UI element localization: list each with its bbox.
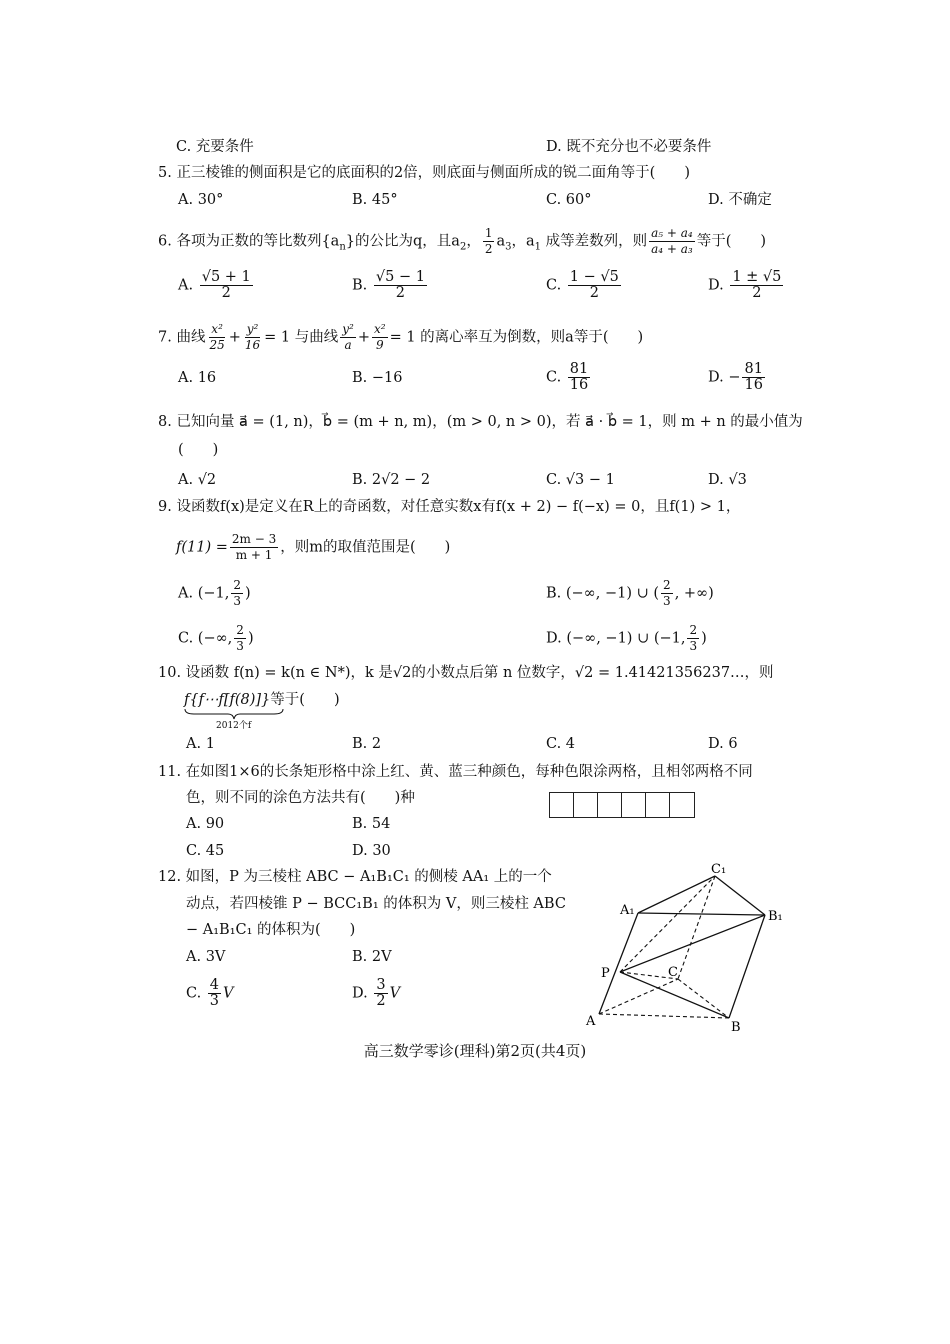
edge-ab [599, 1014, 729, 1018]
grid-cell [598, 793, 622, 817]
q12-option-d: D. $\frac{3}{2}$ V [352, 977, 401, 1009]
q10-option-a: A. 1 [186, 736, 215, 752]
label-p: P [601, 966, 610, 981]
q5-option-a: A. 30° [178, 192, 224, 208]
q12-option-b: B. 2V [352, 949, 392, 965]
q11-option-d: D. 30 [352, 843, 391, 859]
q12-option-a: A. 3V [186, 949, 226, 965]
q8-option-d: D. √3 [708, 472, 747, 488]
edge-b1b [729, 915, 765, 1018]
q10-expression: f{f⋯f[f(8)]}等于( ) [184, 692, 340, 708]
q10-brace-label: 2012个f [216, 721, 252, 731]
q7-stem: 7. 曲线 $\frac{\text{x²}}{25}$ + $\frac{\text{y²}}{16}$ = 1 与曲线 $\frac{\text{y²}}{a}$ + $\frac{\text{x²}}{9}$ = 1 的离心率互为倒数，则a等于( ) [158, 322, 644, 352]
grid-cell [670, 793, 694, 817]
label-a1: A₁ [620, 903, 635, 918]
q10-option-b: B. 2 [352, 736, 382, 752]
q12-prism-figure [580, 862, 790, 1042]
page-footer: 高三数学零诊(理科)第2页(共4页) [363, 1042, 587, 1060]
grid-cell [646, 793, 670, 817]
q8-option-b: B. 2√2 − 2 [352, 472, 431, 488]
q12-stem-1: 12. 如图，P 为三棱柱 ABC − A₁B₁C₁ 的侧棱 AA₁ 上的一个 [158, 869, 552, 885]
q9-option-b: B. (−∞, −1) ∪ ( $\frac{2}{3}$ , +∞) [546, 578, 714, 608]
q12-stem-2: 动点，若四棱锥 P − BCC₁B₁ 的体积为 V，则三棱柱 ABC [186, 896, 566, 912]
q7-option-b: B. −16 [352, 370, 403, 386]
q11-option-c: C. 45 [186, 843, 225, 859]
q9-option-d: D. (−∞, −1) ∪ (−1, $\frac{2}{3}$ ) [546, 623, 707, 653]
q5-option-b: B. 45° [352, 192, 398, 208]
q11-option-b: B. 54 [352, 816, 391, 832]
q9-option-a: A. (−1, $\frac{2}{3}$ ) [178, 578, 251, 608]
q12-option-c: C. $\frac{4}{3}$ V [186, 977, 234, 1009]
q5-option-d: D. 不确定 [708, 192, 772, 208]
q7-option-d: D. − $\frac{81}{16}$ [708, 361, 763, 393]
label-c: C [668, 965, 678, 980]
q11-strip-grid [549, 792, 695, 818]
q6-ratio-fraction: $\frac{\text{a₅ + a₄}}{\text{a₄ + a₃}}$ [651, 226, 693, 256]
q12-stem-3: − A₁B₁C₁ 的体积为( ) [186, 922, 356, 938]
edge-cb [678, 979, 729, 1018]
q9-stem: 9. 设函数f(x)是定义在R上的奇函数，对任意实数x有f(x + 2) − f(−x) = 0，且f(1) > 1， [158, 499, 741, 515]
q5-option-c: C. 60° [546, 192, 592, 208]
label-c1: C₁ [711, 862, 727, 877]
q6-stem: 6. 各项为正数的等比数列$\{a_n\}$的公比为q，且$a_2$， $\frac{1}{2}$ $a_3$，$a_1$ 成等差数列，则 $\frac{\text{a₅ + a₄}}{\text{a₄ + a₃}}$ 等于( ) [158, 226, 767, 256]
q10-option-d: D. 6 [708, 736, 738, 752]
label-b1: B₁ [768, 909, 783, 924]
q4-option-c: C. 充要条件 [176, 139, 254, 155]
q10-option-c: C. 4 [546, 736, 576, 752]
grid-cell [550, 793, 574, 817]
label-a: A [586, 1014, 596, 1029]
q11-stem-2: 色，则不同的涂色方法共有( )种 [186, 790, 415, 806]
edge-c1a1 [638, 876, 715, 913]
edge-pb1 [620, 915, 765, 972]
edge-a1b1 [638, 913, 765, 915]
q6-option-c: C. $\frac{1 - √5}{2}$ [546, 269, 619, 301]
q7-option-c: C. $\frac{81}{16}$ [546, 361, 589, 393]
q6-option-d: D. $\frac{1 \pm √5}{2}$ [708, 269, 782, 301]
label-b: B [731, 1020, 741, 1035]
q6-half-fraction: $\frac{1}{2}$ [484, 226, 493, 256]
q9-stem-2: f(11) = $\frac{2m - 3}{m + 1}$ ，则m的取值范围是( ) [176, 532, 451, 562]
q10-stem: 10. 设函数 f(n) = k(n ∈ N*)，k 是√2的小数点后第 n 位数字，√2 = 1.41421356237…，则 [158, 665, 774, 681]
grid-cell [574, 793, 598, 817]
grid-cell [622, 793, 646, 817]
q7-option-a: A. 16 [178, 370, 217, 386]
q9-option-c: C. (−∞, $\frac{2}{3}$ ) [178, 623, 254, 653]
q6-option-a: A. $\frac{√5 + 1}{2}$ [178, 269, 251, 301]
q8-stem-answer: ( ) [178, 442, 219, 458]
q6-option-b: B. $\frac{√5 - 1}{2}$ [352, 269, 425, 301]
q4-option-d: D. 既不充分也不必要条件 [546, 139, 712, 155]
q11-option-a: A. 90 [186, 816, 225, 832]
q8-stem: 8. 已知向量 a⃗ = (1, n)，b⃗ = (m + n, m)，(m > 0, n > 0)，若 a⃗ · b⃗ = 1，则 m + n 的最小值为 [158, 414, 803, 430]
q11-stem: 11. 在如图1×6的长条矩形格中涂上红、黄、蓝三种颜色，每种色限涂两格，且相邻两格不同 [158, 764, 753, 780]
q8-option-c: C. √3 − 1 [546, 472, 615, 488]
edge-c1b1 [715, 876, 765, 915]
q5-stem: 5. 正三棱锥的侧面积是它的底面积的2倍，则底面与侧面所成的锐二面角等于( ) [158, 165, 690, 181]
q8-option-a: A. √2 [178, 472, 217, 488]
